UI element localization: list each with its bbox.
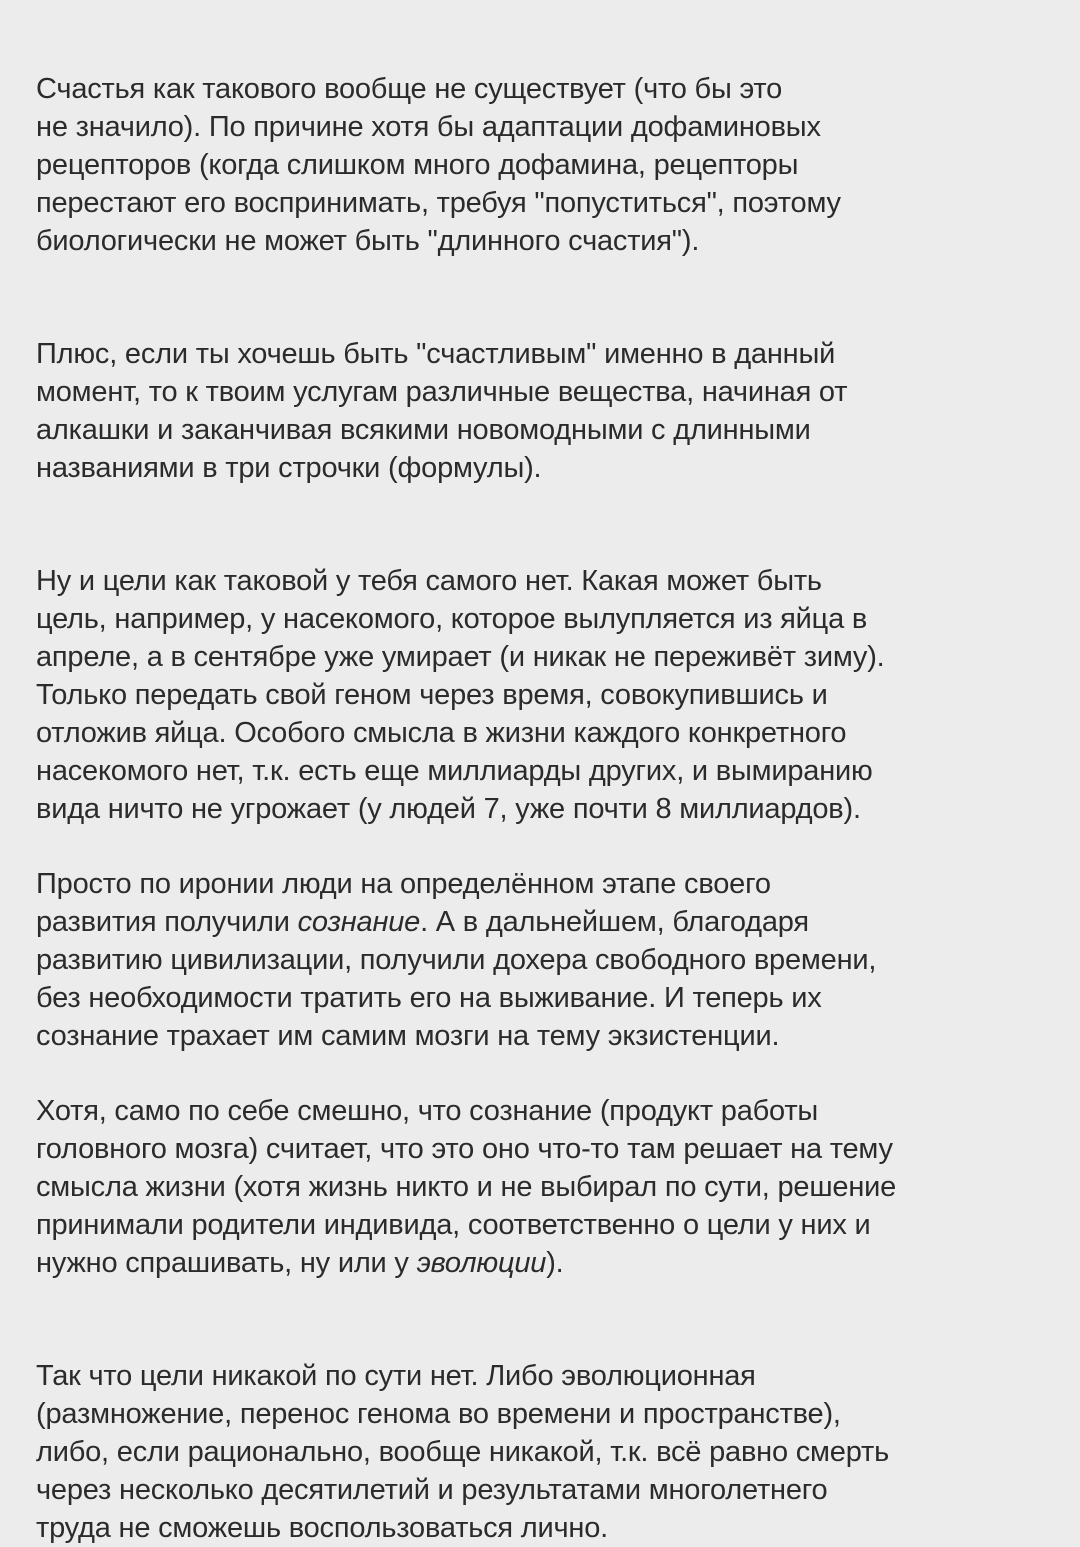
paragraph-text: Счастья как такового вообще не существует (что бы это не значило). По причине хотя бы адаптации дофаминовых рецепторов (когда слишком много дофамина, рецепторы перестают его воспринимать, требуя "попуститься", поэтому биологически не может быть "длинного счастия"). — [36, 73, 841, 257]
paragraph-text: Хотя, само по себе смешно, что сознание (продукт работы головного мозга) считает, что это оно что-то там решает на тему смысла жизни (хотя жизнь никто и не выбирал по сути, решение принимали родители индивида, соответственно о цели у них и нужно спрашивать, ну или у — [36, 1095, 897, 1279]
italic-term-evolution: эволюции — [416, 1247, 547, 1279]
paragraph-text: Ну и цели как таковой у тебя самого нет. Какая может быть цель, например, у насекомого, которое вылупляется из яйца в апреле, а в сентябре уже умирает (и никак не переживёт зиму). Только передать свой геном через время, совокупившись и отложив яйца. Особого смысла в жизни каждого конкретного насекомого нет, т.к. есть еще миллиарды других, и вымиранию вида ничто не угрожает (у людей 7, уже почти 8 миллиардов). — [36, 565, 885, 825]
paragraph-text: Так что цели никакой по сути нет. Либо эволюционная (размножение, перенос генома во времени и пространстве), либо, если рационально, вообще никакой, т.к. всё равно смерть через несколько десятилетий и результатами многолетнего труда не сможешь воспользоваться лично. — [36, 1360, 889, 1544]
paragraph-text: ). — [546, 1247, 564, 1279]
paragraph-4 — [36, 865, 1048, 1055]
paragraph-1 — [36, 32, 1048, 260]
paragraph-2 — [36, 297, 1048, 487]
paragraph-6 — [36, 1319, 1048, 1547]
paragraph-3 — [36, 524, 1048, 828]
paragraph-text: . А в дальнейшем, благодаря развитию цивилизации, получили дохера свободного времени, без необходимости тратить его на выживание. И теперь их сознание трахает им самим мозги на тему экзистенции. — [36, 906, 877, 1052]
paragraph-text: Плюс, если ты хочешь быть "счастливым" именно в данный момент, то к твоим услугам различные вещества, начиная от алкашки и заканчивая всякими новомодными с длинными названиями в три строчки (формулы). — [36, 338, 848, 484]
italic-term-consciousness: сознание — [297, 906, 421, 938]
paragraph-text: Просто по иронии люди на определённом этапе своего развития получили — [36, 868, 771, 938]
paragraph-5 — [36, 1092, 1048, 1282]
